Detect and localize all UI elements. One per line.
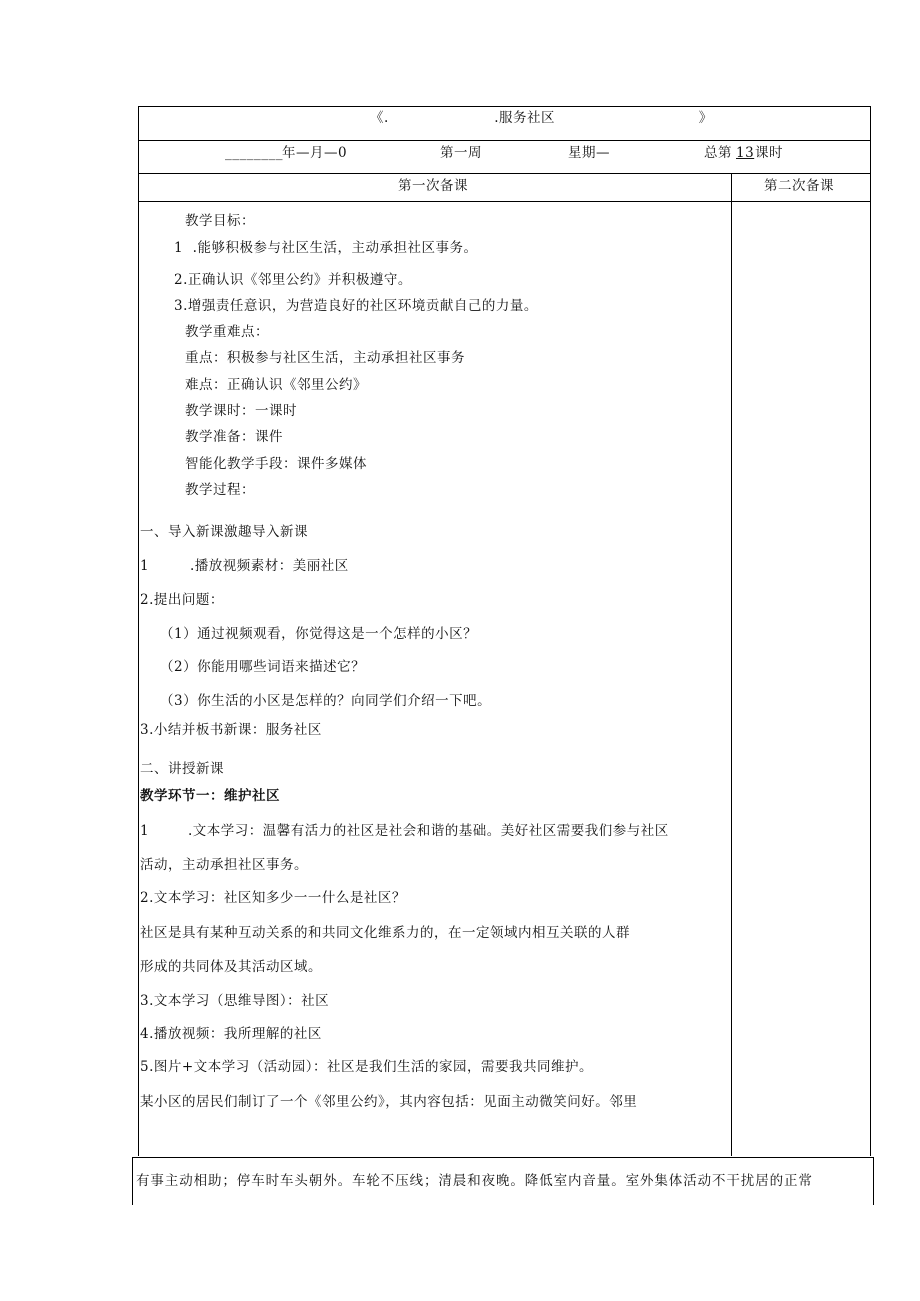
body-line-16: （2）你能用哪些词语来描述它？ — [160, 659, 366, 675]
column-divider — [731, 173, 732, 1156]
body-line-13-number: 1 — [140, 558, 150, 574]
row-divider-1 — [138, 140, 871, 141]
lesson-title: 《. .服务社区 》 — [370, 110, 713, 126]
body-line-3: 2.正确认识《邻里公约》并积极遵守。 — [174, 272, 412, 288]
body-line-4: 3.增强责任意识，为营造良好的社区环境贡献自己的力量。 — [174, 298, 538, 314]
total-number: 13 — [736, 145, 755, 161]
footer-box-right — [873, 1157, 874, 1205]
first-prep-header: 第一次备课 — [398, 178, 468, 194]
week-label: 第一周 — [440, 145, 482, 161]
footer-box-left — [132, 1157, 133, 1205]
body-line-17: （3）你生活的小区是怎样的？向同学们介绍一下吧。 — [160, 693, 492, 709]
row-divider-3 — [138, 201, 871, 202]
body-line-23: 2.文本学习：社区知多少一一什么是社区？ — [140, 890, 406, 906]
body-line-1: 教学目标： — [185, 213, 255, 229]
body-line-29: 某小区的居民们制订了一个《邻里公约》，其内容包括：见面主动微笑问好。邻里 — [140, 1094, 638, 1110]
weekday-label: 星期— — [568, 145, 610, 161]
date-blank: ________ — [225, 145, 283, 161]
body-line-24: 社区是具有某种互动关系的和共同文化维系力的，在一定领域内相互关联的人群 — [140, 925, 630, 941]
body-line-21-number: 1 — [140, 823, 150, 839]
table-border-right — [870, 106, 871, 1156]
table-border-top — [138, 106, 871, 107]
body-line-21-text: .文本学习：温馨有活力的社区是社会和谐的基础。美好社区需要我们参与社区 — [188, 823, 669, 839]
body-line-10: 智能化教学手段：课件多媒体 — [185, 456, 367, 472]
section-new-lesson-heading: 二、讲授新课 — [140, 761, 224, 777]
body-line-22: 活动，主动承担社区事务。 — [140, 857, 308, 873]
body-line-13-text: .播放视频素材：美丽社区 — [190, 558, 349, 574]
body-line-28: 5.图片+文本学习（活动园）：社区是我们生活的家园，需要我共同维护。 — [140, 1059, 593, 1075]
body-line-18: 3.小结并板书新课：服务社区 — [140, 722, 322, 738]
body-line-6: 重点：积极参与社区生活，主动承担社区事务 — [185, 350, 465, 366]
body-line-14: 2.提出问题： — [140, 592, 224, 608]
body-line-7: 难点：正确认识《邻里公约》 — [185, 377, 367, 393]
section-intro-heading: 一、导入新课激趣导入新课 — [140, 524, 308, 540]
body-line-25: 形成的共同体及其活动区域。 — [140, 959, 322, 975]
body-line-11: 教学过程： — [185, 482, 255, 498]
row-divider-2 — [138, 173, 871, 174]
body-line-27: 4.播放视频：我所理解的社区 — [140, 1026, 322, 1042]
footer-box-top — [132, 1157, 874, 1158]
date-text: 年—月—0 — [282, 145, 348, 161]
total-prefix: 总第 — [704, 145, 732, 161]
footer-continuation-text: 有事主动相助；停车时车头朝外。车轮不压线；清晨和夜晚。降低室内音量。室外集体活动不干扰居的正常 — [136, 1173, 813, 1189]
body-line-26: 3.文本学习（思维导图）：社区 — [140, 993, 330, 1009]
total-suffix: 课时 — [755, 145, 783, 161]
body-line-8: 教学课时：一课时 — [185, 403, 297, 419]
teaching-step-heading: 教学环节一：维护社区 — [140, 788, 280, 804]
body-line-15: （1）通过视频观看，你觉得这是一个怎样的小区？ — [160, 626, 478, 642]
body-line-9: 教学准备：课件 — [185, 429, 283, 445]
second-prep-header: 第二次备课 — [764, 178, 834, 194]
table-border-left — [138, 106, 139, 1156]
body-line-2: 1 .能够积极参与社区生活，主动承担社区事务。 — [174, 240, 478, 256]
body-line-5: 教学重难点： — [185, 324, 269, 340]
